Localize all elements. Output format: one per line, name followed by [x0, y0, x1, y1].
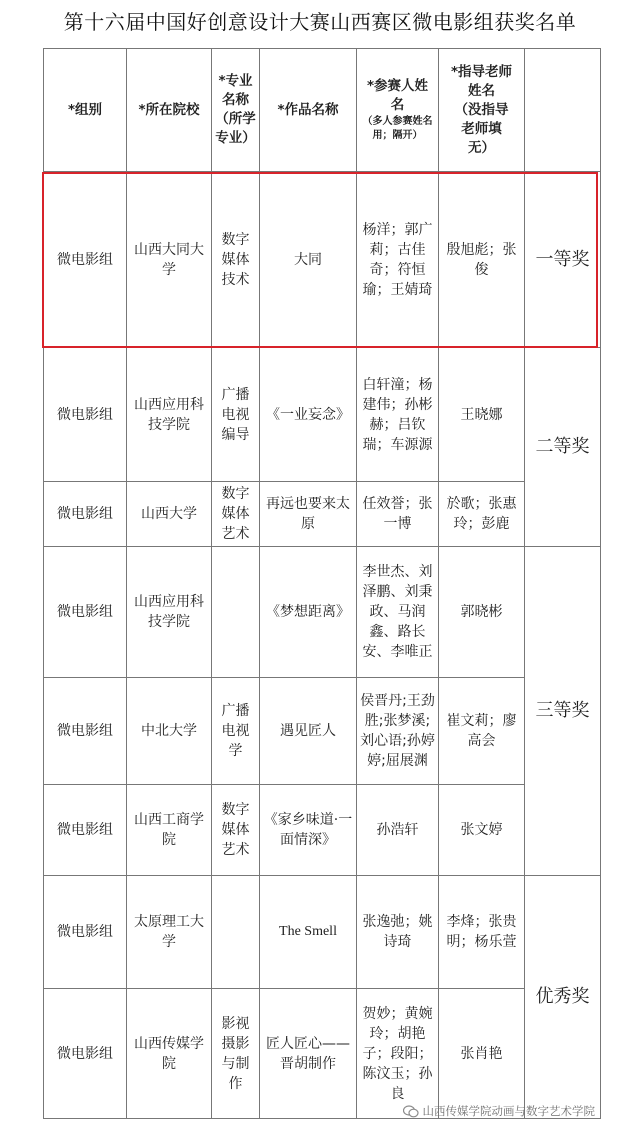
cell-group: 微电影组 — [44, 785, 127, 876]
cell-work: The Smell — [260, 876, 357, 989]
watermark-text: 山西传媒学院动画与数字艺术学院 — [422, 1104, 595, 1118]
header-advisor-line: 老师填 — [461, 120, 502, 137]
cell-major: 数字媒体技术 — [212, 172, 260, 348]
cell-entrants: 贺妙；黄婉玲；胡艳子；段阳；陈汶玉；孙良 — [357, 989, 439, 1119]
header-advisor-line: （没指导 — [454, 101, 509, 118]
cell-entrants: 杨洋；郭广莉；古佳奇；符恒瑜；王婧琦 — [357, 172, 439, 348]
table-row — [44, 989, 601, 1119]
cell-advisor: 於歌；张惠玲；彭鹿 — [439, 482, 525, 547]
header-work: *作品名称 — [260, 49, 357, 172]
cell-major: 广播电视学 — [212, 678, 260, 785]
wechat-icon — [403, 1105, 419, 1118]
cell-entrants: 孙浩轩 — [357, 785, 439, 876]
header-group: *组别 — [44, 49, 127, 172]
cell-advisor: 张文婷 — [439, 785, 525, 876]
cell-work: 再远也要来太原 — [260, 482, 357, 547]
cell-advisor: 郭晓彬 — [439, 547, 525, 678]
award-first: 一等奖 — [525, 172, 601, 348]
award-table — [43, 48, 601, 1119]
header-entrants-line: *参赛人姓 — [366, 78, 429, 94]
cell-major — [212, 876, 260, 989]
cell-group: 微电影组 — [44, 678, 127, 785]
award-second: 二等奖 — [525, 348, 601, 547]
cell-work: 遇见匠人 — [260, 678, 357, 785]
cell-work: 《一业妄念》 — [260, 348, 357, 482]
table-row — [44, 172, 601, 348]
cell-entrants: 侯晋丹;王劲胜;张梦溪;刘心语;孙婷婷;屈展渊 — [357, 678, 439, 785]
header-advisor-line: *指导老师 — [450, 63, 513, 80]
header-major-line: *专业 — [218, 73, 253, 89]
cell-major: 数字媒体艺术 — [212, 482, 260, 547]
cell-advisor: 崔文莉；廖高会 — [439, 678, 525, 785]
cell-school: 山西传媒学院 — [127, 989, 212, 1119]
cell-major: 数字媒体艺术 — [212, 785, 260, 876]
header-entrants — [357, 49, 439, 172]
header-major — [212, 49, 260, 172]
cell-entrants: 白轩潼；杨建伟；孙彬赫；吕钦瑞；车源源 — [357, 348, 439, 482]
table-row — [44, 678, 601, 785]
cell-entrants: 李世杰、刘泽鹏、刘秉政、马润鑫、路长安、李唯正 — [357, 547, 439, 678]
header-school: *所在院校 — [127, 49, 212, 172]
cell-entrants: 任效誉；张一博 — [357, 482, 439, 547]
header-advisor — [439, 49, 525, 172]
header-major-line: 名称 — [222, 92, 249, 108]
table-row — [44, 876, 601, 989]
cell-work: 匠人匠心——晋胡制作 — [260, 989, 357, 1119]
cell-advisor: 王晓娜 — [439, 348, 525, 482]
cell-major: 广播电视编导 — [212, 348, 260, 482]
cell-group: 微电影组 — [44, 876, 127, 989]
cell-work: 《梦想距离》 — [260, 547, 357, 678]
header-entrants-note: （多人参赛姓名用；隔开） — [362, 116, 433, 141]
header-advisor-line: 姓名 — [468, 82, 495, 99]
header-advisor-line: 无） — [468, 139, 495, 156]
cell-group: 微电影组 — [44, 172, 127, 348]
cell-school: 山西大同大学 — [127, 172, 212, 348]
cell-school: 太原理工大学 — [127, 876, 212, 989]
cell-school: 山西应用科技学院 — [127, 547, 212, 678]
header-row — [44, 49, 601, 172]
cell-group: 微电影组 — [44, 348, 127, 482]
cell-major: 影视摄影与制作 — [212, 989, 260, 1119]
table-row — [44, 348, 601, 482]
watermark — [403, 1103, 596, 1119]
cell-major — [212, 547, 260, 678]
cell-school: 山西应用科技学院 — [127, 348, 212, 482]
award-third: 三等奖 — [525, 547, 601, 876]
cell-advisor: 张肖艳 — [439, 989, 525, 1119]
cell-school: 山西大学 — [127, 482, 212, 547]
header-entrants-line: 名 — [390, 97, 405, 113]
cell-entrants: 张逸弛；姚诗琦 — [357, 876, 439, 989]
cell-group: 微电影组 — [44, 547, 127, 678]
table-row — [44, 785, 601, 876]
header-major-line: 专业） — [215, 130, 256, 146]
cell-school: 山西工商学院 — [127, 785, 212, 876]
table-row — [44, 547, 601, 678]
cell-group: 微电影组 — [44, 989, 127, 1119]
cell-school: 中北大学 — [127, 678, 212, 785]
cell-group: 微电影组 — [44, 482, 127, 547]
cell-advisor: 李烽；张贵明；杨乐萱 — [439, 876, 525, 989]
table-row — [44, 482, 601, 547]
header-award — [525, 49, 601, 172]
cell-work: 《家乡味道·一面情深》 — [260, 785, 357, 876]
award-excellence: 优秀奖 — [525, 876, 601, 1119]
page-title: 第十六届中国好创意设计大赛山西赛区微电影组获奖名单 — [63, 10, 577, 34]
cell-work: 大同 — [260, 172, 357, 348]
header-major-line: （所学 — [215, 111, 256, 127]
cell-advisor: 殷旭彪；张俊 — [439, 172, 525, 348]
